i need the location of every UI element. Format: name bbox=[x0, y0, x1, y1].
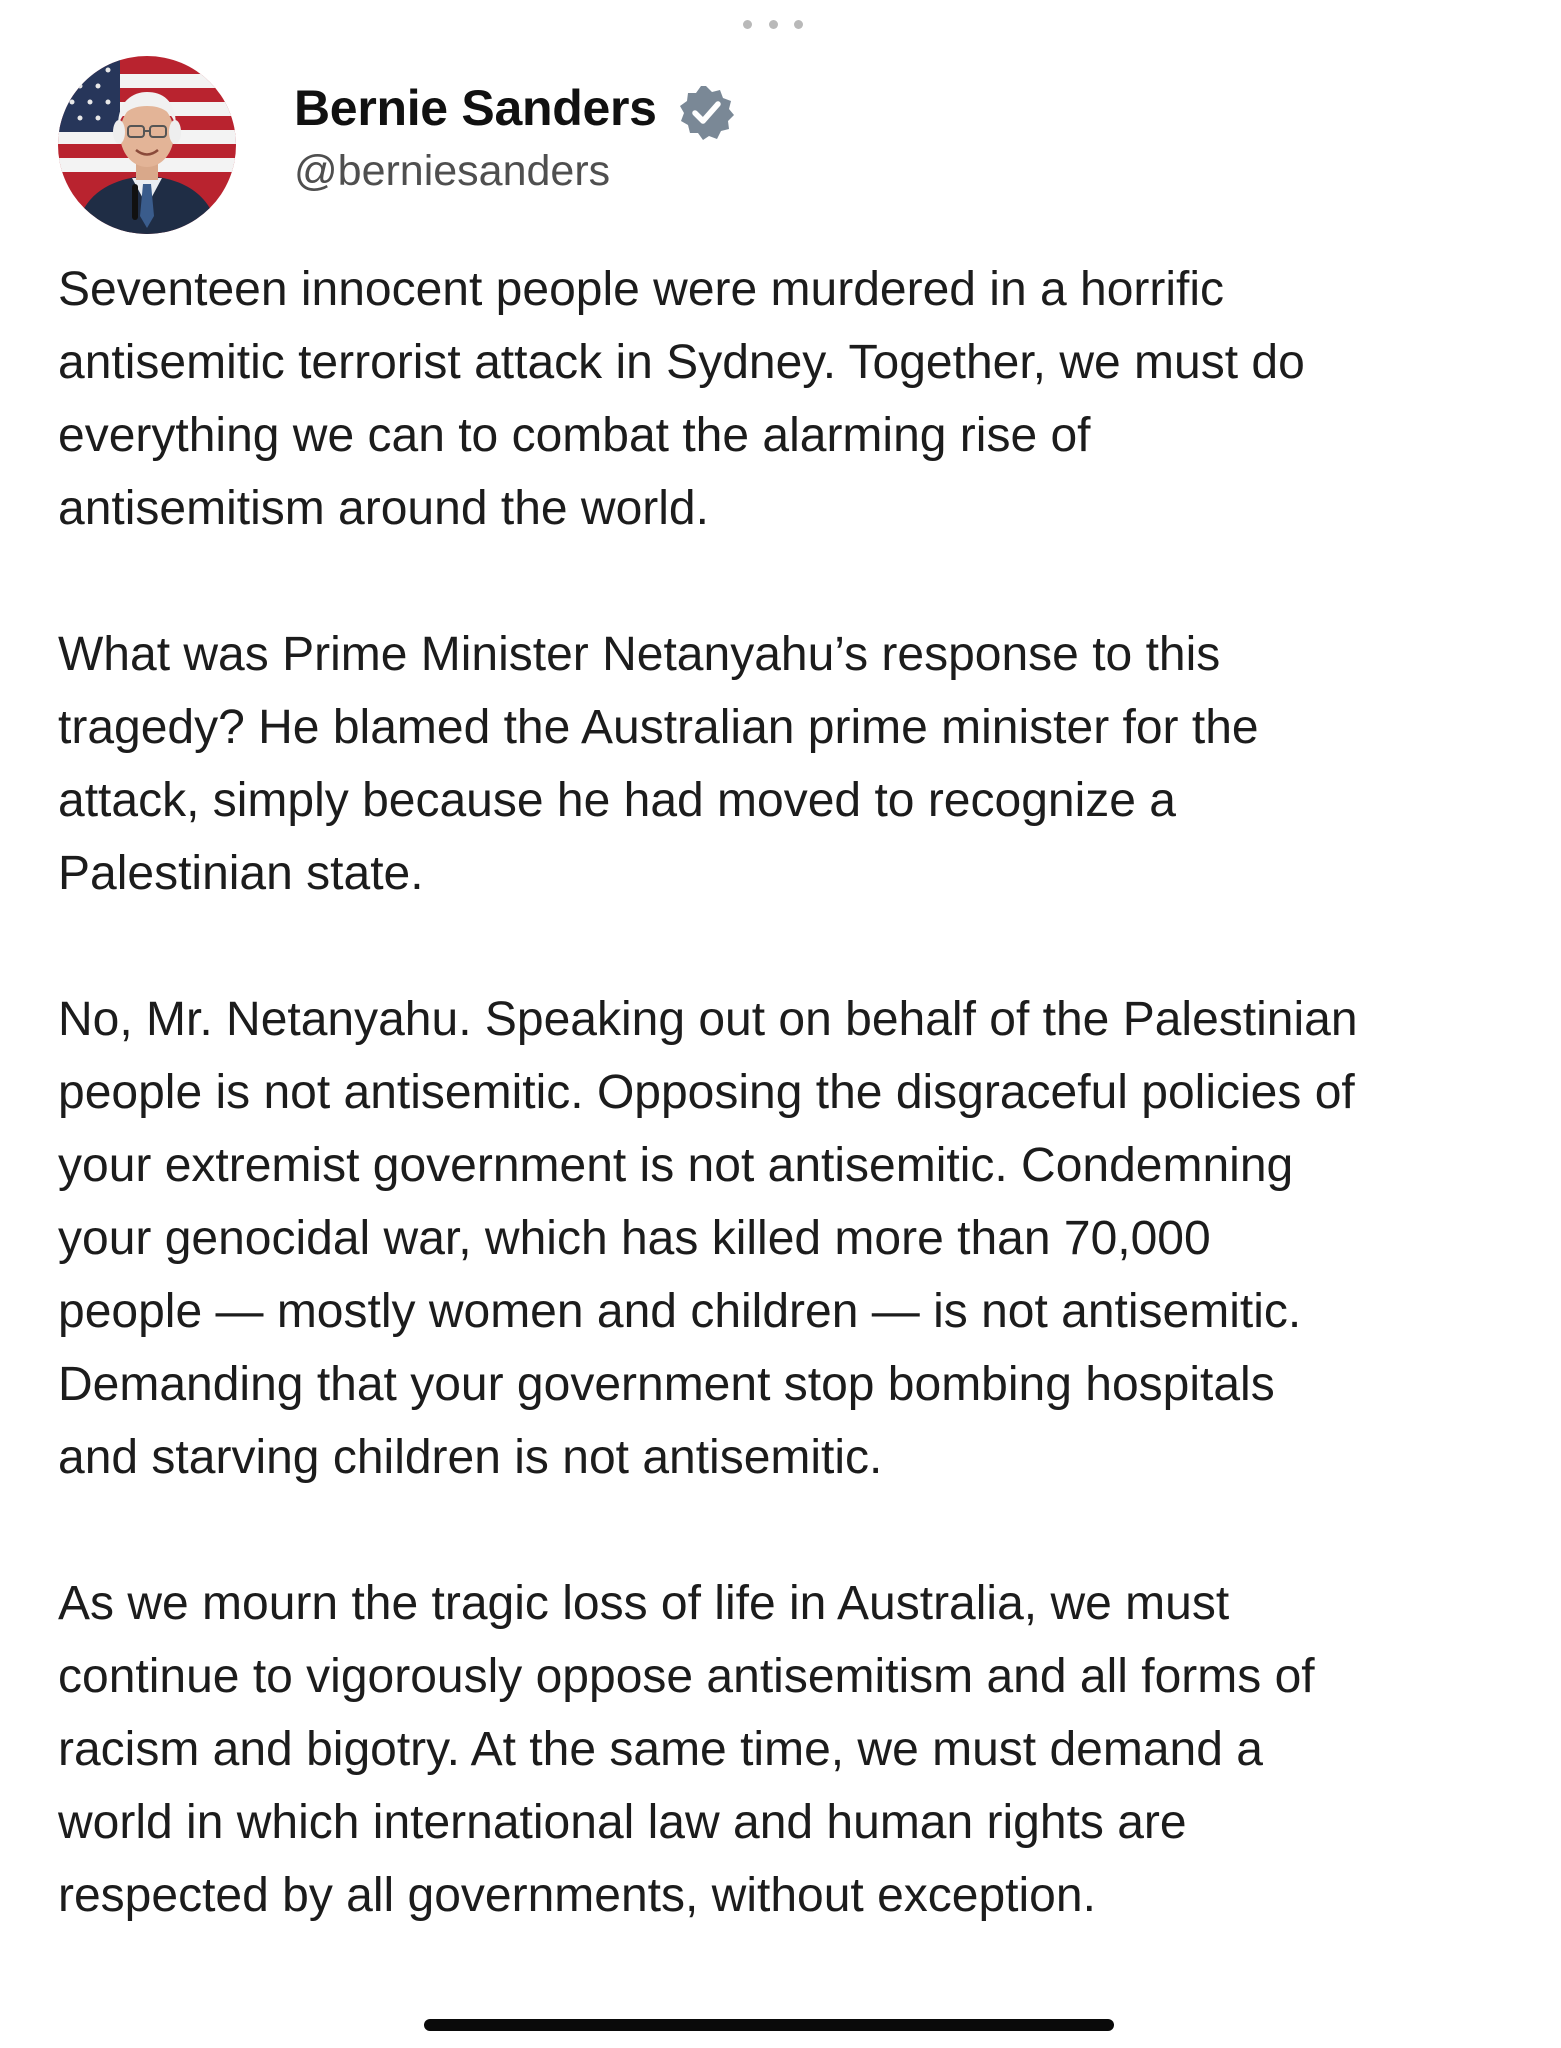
verified-badge-icon bbox=[677, 83, 735, 141]
author-identity bbox=[294, 75, 735, 196]
dot bbox=[794, 20, 803, 29]
post-paragraph: What was Prime Minister Netanyahu’s response to this tragedy? He blamed the Australian prime minister for the attack, simply because he had moved to recognize a Palestinian state. bbox=[58, 628, 1259, 900]
post-header bbox=[58, 56, 735, 234]
author-handle[interactable]: @berniesanders bbox=[294, 146, 611, 195]
dot bbox=[769, 20, 778, 29]
dot bbox=[743, 20, 752, 29]
avatar-photo bbox=[58, 56, 236, 234]
author-display-name[interactable]: Bernie Sanders bbox=[294, 79, 657, 136]
home-indicator[interactable] bbox=[424, 2019, 1114, 2031]
more-dots-icon[interactable] bbox=[743, 17, 803, 31]
avatar[interactable] bbox=[58, 56, 236, 234]
post-paragraph: Seventeen innocent people were murdered in a horrific antisemitic terrorist attack in Sydney. Together, we must do everything we can to combat the alarming rise of antisemitism around the world. bbox=[58, 263, 1305, 535]
post-paragraph: As we mourn the tragic loss of life in Australia, we must continue to vigorously oppose antisemitism and all forms of racism and bigotry. At the same time, we must demand a world in which international law and human rights are respected by all governments, without exception. bbox=[58, 1577, 1315, 1922]
post-paragraph: No, Mr. Netanyahu. Speaking out on behalf of the Palestinian people is not antisemitic. Opposing the disgraceful policies of your extremist government is not antisemitic. Condemning your genocidal war, which has killed more than 70,000 people — mostly women and children — is not antisemitic. Demanding that your government stop bombing hospitals and starving children is not antisemitic. bbox=[58, 993, 1358, 1484]
post-body bbox=[58, 253, 1518, 2005]
name-row bbox=[294, 75, 735, 141]
